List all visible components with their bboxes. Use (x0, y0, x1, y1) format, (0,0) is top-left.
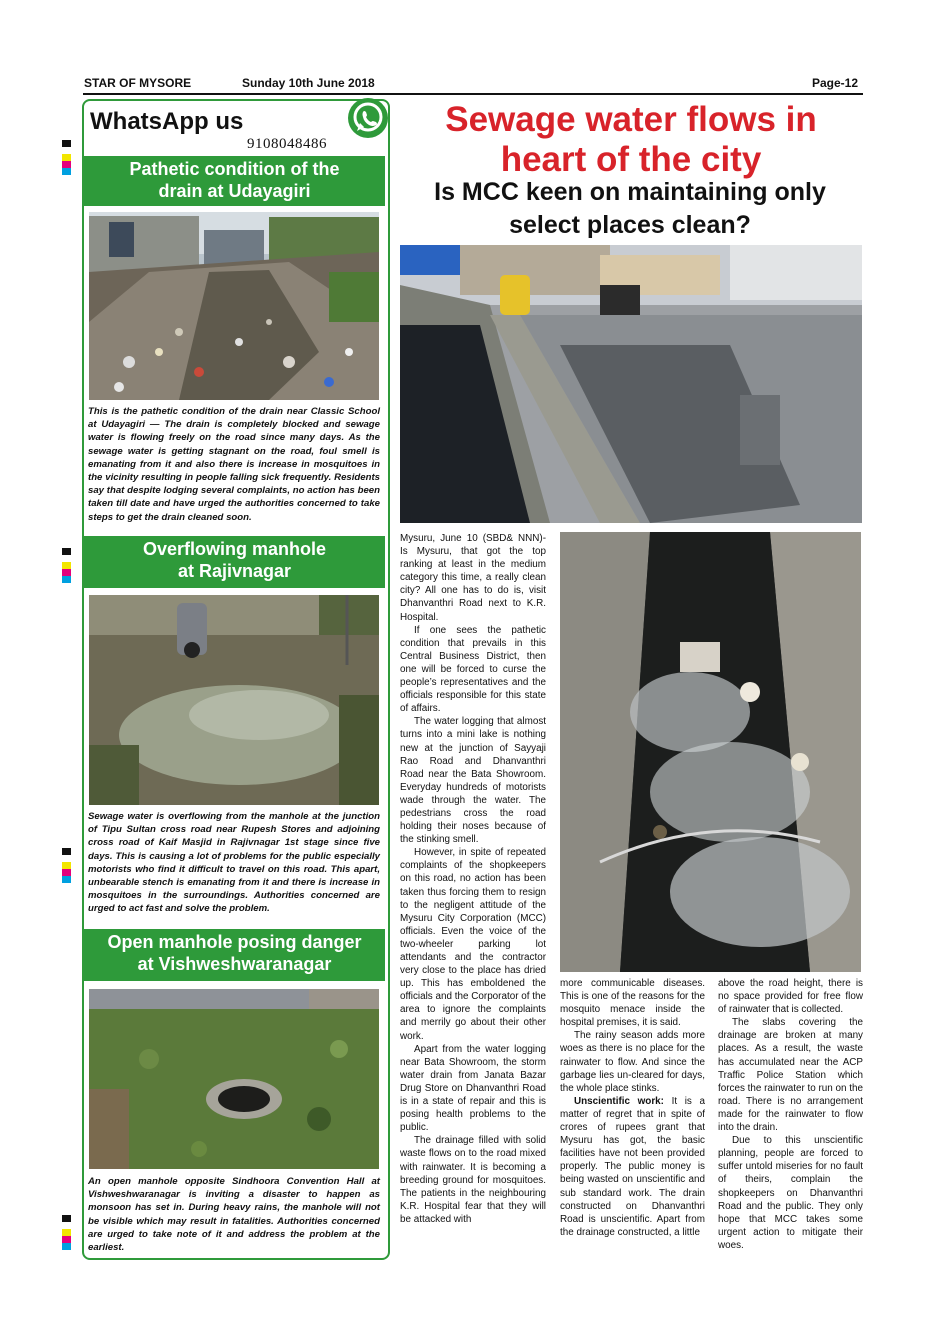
main-subheadline-line: Is MCC keen on maintaining only (434, 178, 826, 206)
article-paragraph-text: It is a matter of regret that in spite of crores of rupees grant that Mysuru has got, the basic facilities have not been provided properly. The public money is being wasted on unscientific and sub standard work. The drain constructed on Dhanvanthri Road is unscientific. Apart from the drainage constructed, a little (560, 1095, 705, 1238)
article-column-3 (718, 977, 863, 1252)
story-heading-line: at Rajivnagar (177, 561, 292, 581)
vishweshwaranagar-manhole-photo (89, 989, 379, 1169)
udayagiri-drain-photo (89, 212, 379, 400)
story-heading-line: Open manhole posing danger (107, 932, 362, 952)
article-column-2 (560, 977, 705, 1239)
story-caption: An open manhole opposite Sindhoora Convention Hall at Vishweshwaranagar is inviting a disaster to happen as monsoon has set in. During heavy rains, the manhole will not be visible which may result in fatalities. Authorities concerned are urged to take note of it and address the problem at the earliest. (88, 1176, 380, 1254)
article-subhead: Unscientific work: (574, 1095, 664, 1107)
main-headline (400, 100, 862, 180)
rajivnagar-manhole-photo (89, 595, 379, 805)
story-heading (84, 929, 385, 981)
header-rule (83, 93, 863, 95)
main-subheadline-line: select places clean? (509, 211, 751, 239)
registration-marks (62, 848, 71, 883)
page-number: Page-12 (812, 76, 859, 90)
main-headline-line: Sewage water flows in (445, 100, 817, 139)
article-paragraph: above the road height, there is no space provided for free flow of rainwater that is collected. (718, 978, 863, 1016)
main-subheadline (410, 176, 850, 242)
publication-name: STAR OF MYSORE (84, 76, 192, 90)
article-paragraph (560, 1095, 705, 1239)
article-column-1 (400, 532, 546, 1226)
story-heading (84, 156, 385, 206)
whatsapp-title: WhatsApp us (90, 108, 244, 135)
article-paragraph: The water logging that almost turns into a mini lake is nothing new at the junction of Sayyaji Rao Road and Dhanvanthri Road near the Bata Showroom. Everyday hundreds of motorists wade through the water. The pedestrians cross the road holding their noses because of the stinking smell. (400, 716, 546, 846)
story-caption: Sewage water is overflowing from the manhole at the junction of Tipu Sultan cross road near Rupesh Stores and adjoining cross road of Kaif Masjid in Rajivnagar 1st stage since five days. This is causing a lot of problems for the public especially motorists who find it difficult to travel on this road. This apart, unbearable stench is emanating from it and there is increase in mosquitoes in the surroundings. Authorities concerned are urged to act fast and solve the problem. (88, 811, 380, 915)
story-heading-line: at Vishweshwaranagar (137, 954, 332, 974)
story-heading-line: Pathetic condition of the (129, 159, 340, 179)
story-heading-line: drain at Udayagiri (158, 181, 311, 201)
story-caption: This is the pathetic condition of the drain near Classic School at Udayagiri — The drain is completely blocked and sewage water is flowing freely on the road since many days. As the sewage water is getting stagnant on the road, foul smell is emanating from it and also there is increase in mosquitoes in the vicinity resulting in people falling sick frequently. Residents say that despite lodging several complaints, no action has been taken till date and have urged the authorities concerned to take steps to get the drain cleaned soon. (88, 406, 380, 523)
article-paragraph: The rainy season adds more woes as there is no place for the rainwater to flow. And since the garbage lies un-cleared for days, the whole place stinks. (560, 1030, 705, 1094)
issue-date: Sunday 10th June 2018 (242, 76, 375, 90)
article-paragraph: Apart from the water logging near Bata Showroom, the storm water drain from Janata Bazar Drug Store on Dhanvanthri Road is in a state of repair and this is posing health problems to the public. (400, 1043, 546, 1134)
article-paragraph: If one sees the pathetic condition that prevails in this Central Business District, then one will be forced to curse the people’s representatives and the officials responsible for this state of affairs. (400, 624, 546, 715)
story-heading (84, 536, 385, 588)
registration-marks (62, 1215, 71, 1250)
article-paragraph: more communicable diseases. This is one of the reasons for the mosquito menace inside the hospital premises, it is said. (560, 978, 705, 1029)
whatsapp-number: 9108048486 (247, 136, 327, 152)
clogged-drain-photo (560, 532, 861, 972)
registration-marks (62, 140, 71, 175)
article-paragraph: Mysuru, June 10 (SBD& NNN)- Is Mysuru, that got the top ranking at least in the medium category this time, a really clean city? All one has to do is, visit Dhanvanthri Road next to K.R. Hospital. (400, 533, 546, 623)
story-heading-line: Overflowing manhole (142, 539, 327, 559)
article-paragraph: The drainage filled with solid waste flows on to the road mixed with rainwater. It is becoming a breeding ground for mosquitoes. The patients in the neighbouring K.R. Hospital fear that they will be attacked with (400, 1135, 546, 1225)
whatsapp-icon (347, 97, 389, 139)
article-paragraph: The slabs covering the drainage are broken at many places. As a result, the waste has accumulated near the ACP Traffic Police Station which forces the rainwater to run on the road. There is no arrangement made for the rainwater to flow into the drain. (718, 1017, 863, 1134)
article-paragraph: Due to this unscientific planning, people are forced to suffer untold miseries for no fault of theirs, complain the shopkeepers on Dhanvanthri Road and the public. They only hope that MCC takes some urgent action to mitigate their woes. (718, 1135, 863, 1251)
registration-marks (62, 548, 71, 583)
main-headline-line: heart of the city (500, 140, 762, 179)
article-paragraph: However, in spite of repeated complaints of the shopkeepers on this road, no action has been taken thus forcing them to resign to the negligent attitude of the Mysuru City Corporation (MCC) officials. Even the voice of the two-wheeler parking lot attendants and the contractor very close to the place has dried up. This has emboldened the officials and the Corporator of the area to ignore the complaints and merrily go about their other work. (400, 847, 546, 1042)
dhanvanthri-road-photo (400, 245, 862, 523)
